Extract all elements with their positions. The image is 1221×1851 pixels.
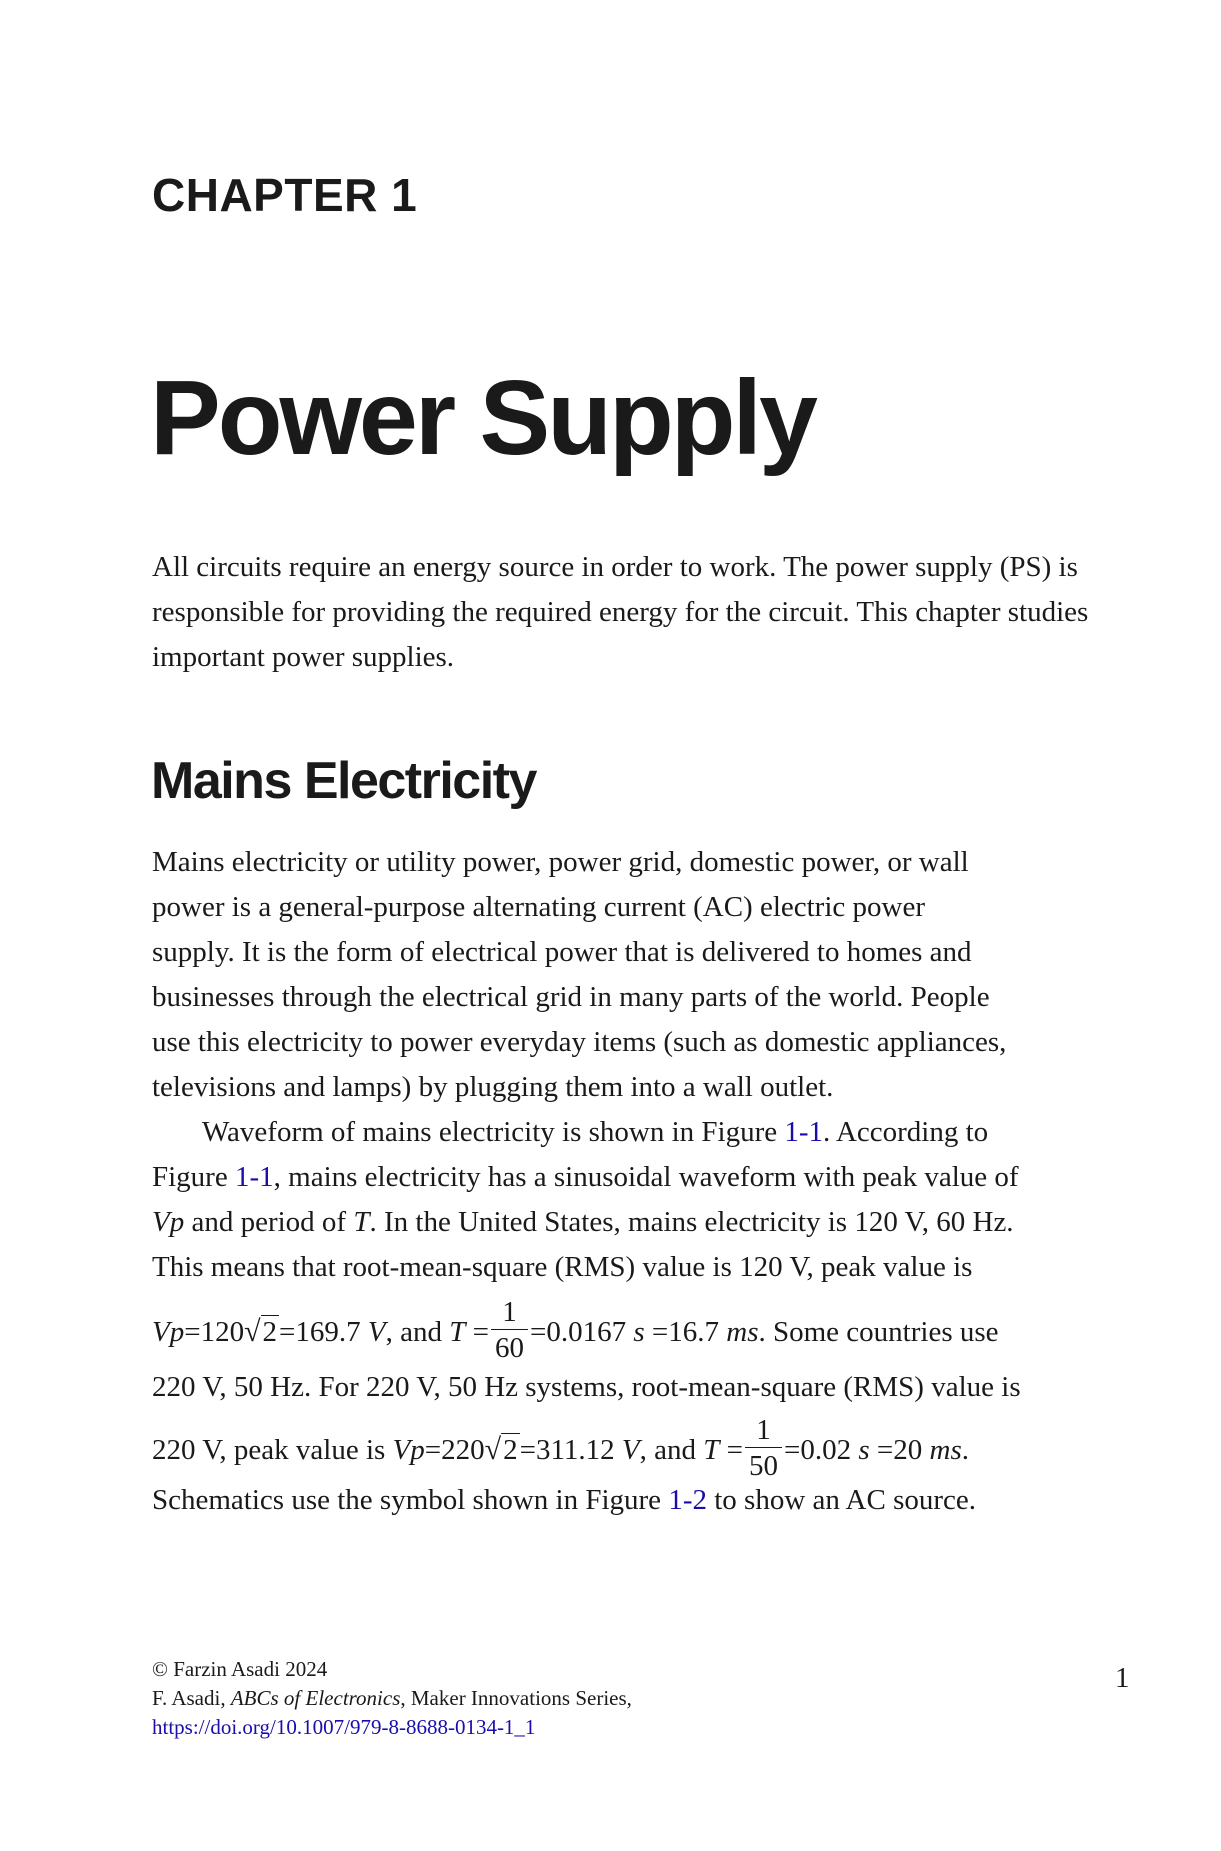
text-line: use this electricity to power everyday items (such as domestic appliances, bbox=[152, 1026, 1007, 1058]
text-line: Waveform of mains electricity is shown in Figure 1-1. According to bbox=[202, 1116, 989, 1148]
figure-1-1-link[interactable]: 1-1 bbox=[784, 1116, 824, 1148]
text-line: supply. It is the form of electrical power that is delivered to homes and bbox=[152, 936, 972, 968]
book-title: ABCs of Electronics bbox=[230, 1686, 401, 1710]
fraction-1-60: $\frac{1}{60}$ bbox=[491, 1298, 528, 1363]
copyright-line: © Farzin Asadi 2024 bbox=[152, 1657, 328, 1681]
page-number: 1 bbox=[1115, 1662, 1130, 1694]
intro-paragraph: All circuits require an energy source in order to work. The power supply (PS) is responsible for providing the required energy for the circuit. This chapter studies important power supplies. bbox=[152, 551, 1089, 673]
text-line: televisions and lamps) by plugging them into a wall outlet. bbox=[152, 1071, 834, 1103]
text-line: Vp and period of T. In the United States, mains electricity is 120 V, 60 Hz. bbox=[152, 1206, 1014, 1238]
doi-link[interactable]: https://doi.org/10.1007/979-8-8688-0134-1_1 bbox=[152, 1715, 536, 1739]
page-footer bbox=[152, 1655, 632, 1742]
equation-line-us: Vp=120√2=169.7 V, and T = $\frac{1}{60}$ =0.0167 s =16.7 ms. Some countries use bbox=[152, 1296, 999, 1364]
sqrt-symbol: √2 bbox=[484, 1433, 518, 1467]
text-line: Mains electricity or utility power, power grid, domestic power, or wall bbox=[152, 846, 969, 878]
chapter-title: Power Supply bbox=[150, 359, 815, 477]
text-line: 220 V, 50 Hz. For 220 V, 50 Hz systems, root-mean-square (RMS) value is bbox=[152, 1371, 1021, 1403]
section-heading: Mains Electricity bbox=[151, 752, 536, 810]
sqrt-symbol: √2 bbox=[244, 1315, 278, 1349]
equation-line-220: 220 V, peak value is Vp=220√2=311.12 V, and T = $\frac{1}{50}$ =0.02 s =20 ms. bbox=[152, 1414, 969, 1482]
text-line: Figure 1-1, mains electricity has a sinusoidal waveform with peak value of bbox=[152, 1161, 1019, 1193]
figure-1-2-link[interactable]: 1-2 bbox=[668, 1484, 707, 1516]
text-line: power is a general-purpose alternating current (AC) electric power bbox=[152, 891, 925, 923]
citation-line: F. Asadi, ABCs of Electronics, Maker Innovations Series, bbox=[152, 1686, 632, 1710]
fraction-1-50: $\frac{1}{50}$ bbox=[745, 1416, 782, 1481]
chapter-label: CHAPTER 1 bbox=[152, 169, 418, 221]
text-line: businesses through the electrical grid in many parts of the world. People bbox=[152, 981, 990, 1013]
text-line: Schematics use the symbol shown in Figure 1-2 to show an AC source. bbox=[152, 1484, 977, 1516]
figure-1-1-link[interactable]: 1-1 bbox=[234, 1161, 274, 1193]
text-line: This means that root-mean-square (RMS) value is 120 V, peak value is bbox=[152, 1251, 973, 1283]
